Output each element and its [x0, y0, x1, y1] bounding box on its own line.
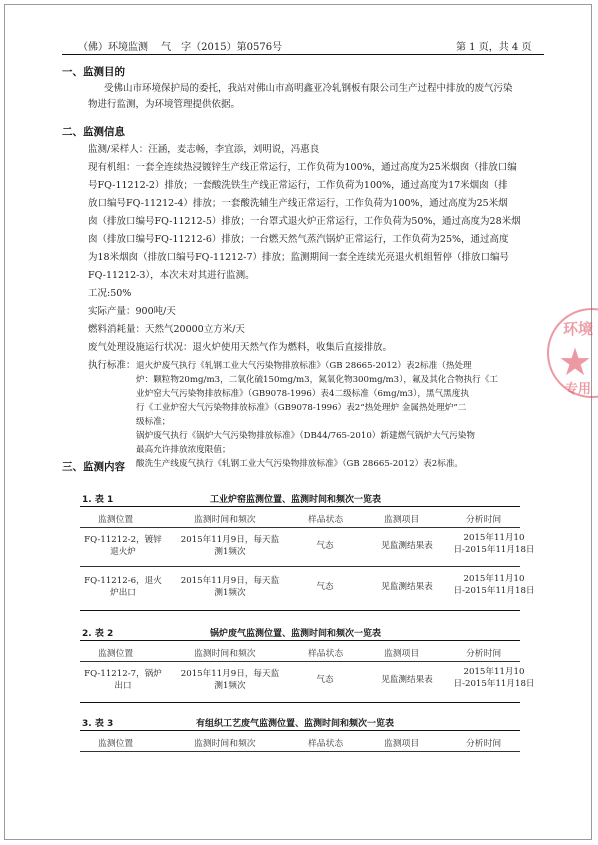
table-2-header: 分析时间 [466, 649, 502, 659]
standard-line: 酸洗生产线废气执行《轧钢工业大气污染物排放标准》（GB 28665-2012）表2标准。 [136, 459, 464, 469]
table-1-header: 监测项目 [384, 515, 420, 525]
table-1-cell: 见监测结果表 [381, 541, 433, 551]
section-2-title: 二、监测信息 [62, 126, 125, 138]
standard-line: 级标准； [136, 417, 171, 427]
header-rule [62, 54, 544, 55]
table-1-header: 样品状态 [308, 515, 344, 525]
table-1-cell: 2015年11月10日-2015年11月18日 [453, 533, 535, 555]
unit-description-line: 放口编号FQ-11212-4）排放；一套酸洗辅生产线正常运行，工作负荷为100%，通过高度为25米烟 [88, 198, 508, 209]
table-2-cell: 2015年11月10日-2015年11月18日 [453, 667, 535, 689]
working-condition: 工况:50% [88, 288, 132, 299]
unit-description-line: 囱（排放口编号FQ-11212-6）排放；一台燃天然气蒸汽锅炉正常运行，工作负荷为25%，通过高度 [88, 234, 509, 245]
standard-line: 行《工业炉窑大气污染物排放标准》（GB9078-1996）表2“热处理炉 金属热处理炉”二 [136, 403, 467, 413]
table-3-top-rule [80, 730, 520, 731]
table-3-header: 分析时间 [466, 739, 502, 749]
table-1-header: 监测时间和频次 [194, 515, 256, 525]
table-2-header: 监测项目 [384, 649, 420, 659]
table-2-cell: FQ-11212-7，锅炉出口 [84, 669, 162, 691]
section-1-paragraph-line: 物进行监测，为环境管理提供依据。 [88, 99, 241, 110]
table-2-top-rule [80, 640, 520, 641]
table-2-header: 样品状态 [308, 649, 344, 659]
table-1-cell: FQ-11212-6，退火炉出口 [84, 576, 162, 598]
facility-status: 废气处理设施运行状况：退火炉使用天然气作为燃料，收集后直接排放。 [88, 342, 393, 353]
table-2-number: 2. 表 2 [82, 629, 114, 639]
table-2-cell: 见监测结果表 [381, 675, 433, 685]
table-1-title: 工业炉窑监测位置、监测时间和频次一览表 [210, 495, 382, 505]
monitoring-staff: 监测/采样人：汪涵，麦志畅，李宜添，刘明说，冯惠良 [88, 144, 320, 155]
unit-description-line: 为18米烟囱（排放口编号FQ-11212-7）排放；监测期间一套全连续光亮退火机组暂停（排放口编号 [88, 252, 510, 263]
table-3-number: 3. 表 3 [82, 719, 114, 729]
seal-text: 专用 [565, 382, 592, 397]
unit-description-line: 现有机组：一套全连续热浸镀锌生产线正常运行，工作负荷为100%，通过高度为25米烟囱（排放口编 [88, 162, 517, 173]
table-2-header: 监测位置 [98, 649, 134, 659]
table-1-row-rule [80, 566, 520, 567]
page-indicator: 第 1 页，共 4 页 [456, 42, 532, 53]
table-1-top-rule [80, 506, 520, 507]
seal-star-icon: ★ [558, 340, 593, 384]
section-3-title: 三、监测内容 [62, 461, 125, 473]
fuel-consumption: 燃料消耗量：天然气20000立方米/天 [88, 324, 245, 335]
table-2-bottom-rule [80, 702, 520, 703]
unit-description-line: 号FQ-11212-2）排放；一套酸洗铁生产线正常运行，工作负荷为100%，通过高度为17米烟囱（排 [88, 180, 508, 191]
standard-line: 炉：颗粒物20mg/m3，二氧化硫150mg/m3，氮氧化物300mg/m3），氟及其化合物执行《工 [136, 375, 498, 385]
table-1-header: 监测位置 [98, 515, 134, 525]
table-1-cell: 2015年11月10日-2015年11月18日 [453, 574, 535, 596]
table-3-header: 样品状态 [308, 739, 344, 749]
table-3-header: 监测项目 [384, 739, 420, 749]
table-1-cell: 见监测结果表 [381, 582, 433, 592]
table-1-header: 分析时间 [466, 515, 502, 525]
seal-text: 环境 [563, 320, 594, 338]
table-3-header: 监测时间和频次 [194, 739, 256, 749]
unit-description-line: 囱（排放口编号FQ-11212-5）排放；一台罩式退火炉正常运行，工作负荷为50%，通过高度为28米烟 [88, 216, 521, 227]
table-1-cell: FQ-11212-2，镀锌退火炉 [84, 535, 162, 557]
table-3-header-rule [80, 751, 520, 752]
table-1-number: 1. 表 1 [82, 495, 114, 505]
section-1-paragraph-line: 受佛山市环境保护局的委托，我站对佛山市高明鑫亚冷轧钢板有限公司生产过程中排放的废气污染 [104, 83, 513, 94]
table-1-cell: 气态 [316, 541, 334, 551]
table-1-cell: 2015年11月9日，每天监测1频次 [180, 576, 280, 598]
table-1-cell: 2015年11月9日，每天监测1频次 [180, 535, 280, 557]
section-1-title: 一、监测目的 [62, 66, 125, 78]
actual-output: 实际产量：900吨/天 [88, 306, 176, 317]
standard-line: 业炉窑大气污染物排放标准》（GB9078-1996）表4二级标准（6mg/m3），黑气黑度执 [136, 389, 469, 399]
table-1-bottom-rule [80, 610, 520, 611]
standard-line: 最高允许排放浓度限值； [136, 445, 231, 455]
table-2-cell: 2015年11月9日，每天监测1频次 [180, 669, 280, 691]
table-3-header: 监测位置 [98, 739, 134, 749]
unit-description-line: FQ-11212-3），本次未对其进行监测。 [88, 270, 255, 281]
standard-line: 退火炉废气执行《轧钢工业大气污染物排放标准》（GB 28665-2012）表2标准（热处理 [136, 361, 472, 371]
table-2-header-rule [80, 661, 520, 662]
table-2-title: 锅炉废气监测位置、监测时间和频次一览表 [210, 629, 382, 639]
table-1-cell: 气态 [316, 582, 334, 592]
table-2-cell: 气态 [316, 675, 334, 685]
table-3-title: 有组织工艺废气监测位置、监测时间和频次一览表 [196, 719, 395, 729]
table-1-header-rule [80, 527, 520, 528]
standard-label: 执行标准： [88, 360, 136, 371]
standard-line: 锅炉废气执行《锅炉大气污染物排放标准》（DB44/765-2010）新建燃气锅炉大气污染物 [136, 431, 475, 441]
report-number: （佛）环境监测 气 字（2015）第0576号 [78, 42, 283, 53]
table-2-header: 监测时间和频次 [194, 649, 256, 659]
